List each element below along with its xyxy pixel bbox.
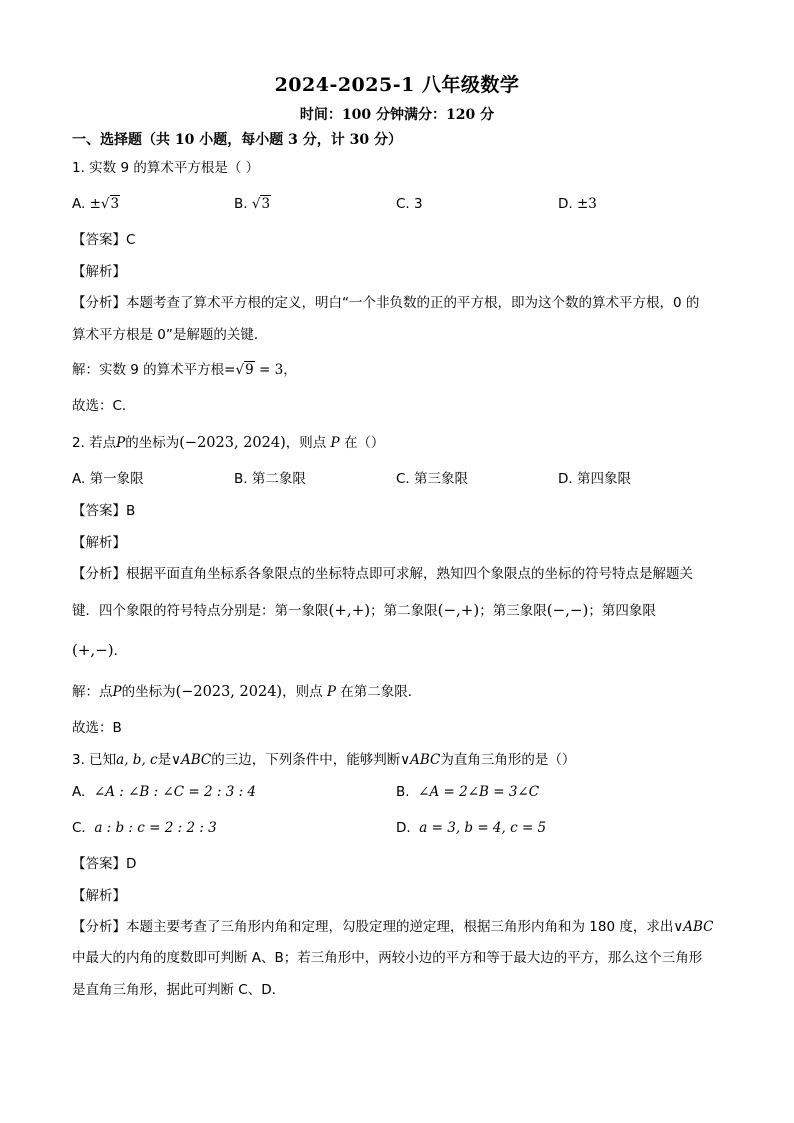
q3-stem: 3. 已知a, b, c是∨ABC的三边，下列条件中，能够判断∨ABC为直角三角形的是（） — [72, 752, 576, 768]
sqrt-symbol: √3 — [251, 196, 271, 212]
sqrt-symbol: √9 — [235, 362, 254, 378]
q3-option-c: C. a : b : c = 2 : 2 : 3 — [72, 820, 217, 836]
q2-option-d: D. 第四象限 — [558, 471, 631, 487]
q1-answer: 【答案】C — [72, 232, 136, 248]
q1-option-d: D. ±3 — [558, 196, 597, 212]
q2-jiexi-label: 【解析】 — [72, 535, 126, 551]
sqrt-symbol: √3 — [100, 196, 120, 212]
q2-option-a: A. 第一象限 — [72, 471, 144, 487]
q2-analysis-line-2: 键．四个象限的符号特点分别是：第一象限(+,+)；第二象限(−,+)；第三象限(−,−)；第四象限 — [72, 601, 656, 619]
q3-jiexi-label: 【解析】 — [72, 888, 126, 904]
section-heading: 一、选择题（共 10 小题，每小题 3 分，计 30 分） — [72, 132, 402, 148]
q1-option-b: B. √3 — [234, 196, 271, 212]
q3-option-b: B. ∠A = 2∠B = 3∠C — [396, 784, 540, 800]
q1-stem: 1. 实数 9 的算术平方根是（ ） — [72, 160, 260, 176]
q1-solution: 解：实数 9 的算术平方根=√9 = 3， — [72, 362, 297, 378]
q3-analysis-line-2: 中最大的内角的度数即可判断 A、B；若三角形中，两较小边的平方和等于最大边的平方，那么这个三角形 — [72, 950, 703, 966]
q3-analysis-line-1: 【分析】本题主要考查了三角形内角和定理，勾股定理的逆定理，根据三角形内角和为 180 度，求出∨ABC — [72, 919, 714, 935]
q2-analysis-line-1: 【分析】根据平面直角坐标系各象限点的坐标特点即可求解，熟知四个象限点的坐标的符号特点是解题关 — [72, 566, 693, 582]
q3-analysis-line-3: 是直角三角形，据此可判断 C、D． — [72, 982, 286, 998]
q2-analysis-line-3: (+,−)． — [72, 641, 128, 659]
q3-option-d: D. a = 3, b = 4, c = 5 — [396, 820, 547, 836]
q1-option-c: C. 3 — [396, 196, 423, 212]
q2-stem: 2. 若点P的坐标为(−2023, 2024)，则点 P 在（） — [72, 435, 385, 451]
q2-conclusion: 故选：B — [72, 720, 122, 736]
q2-answer: 【答案】B — [72, 503, 136, 519]
q2-solution: 解：点P的坐标为(−2023, 2024)，则点 P 在第二象限． — [72, 684, 422, 700]
page-title: 2024-2025-1 八年级数学 — [274, 74, 520, 96]
q2-option-c: C. 第三象限 — [396, 471, 469, 487]
q1-conclusion: 故选：C． — [72, 398, 136, 414]
q2-option-b: B. 第二象限 — [234, 471, 306, 487]
q3-option-a: A. ∠A : ∠B : ∠C = 2 : 3 : 4 — [72, 784, 257, 800]
q1-option-a: A. ±√3 — [72, 196, 120, 212]
exam-time-info: 时间：100 分钟满分：120 分 — [299, 107, 495, 123]
q3-answer: 【答案】D — [72, 856, 137, 872]
q1-analysis-line-2: 算术平方根是 0”是解题的关键． — [72, 327, 268, 343]
q1-jiexi-label: 【解析】 — [72, 264, 126, 280]
q1-analysis-line-1: 【分析】本题考查了算术平方根的定义，明白“一个非负数的正的平方根，即为这个数的算术平方根，0 的 — [72, 295, 700, 311]
